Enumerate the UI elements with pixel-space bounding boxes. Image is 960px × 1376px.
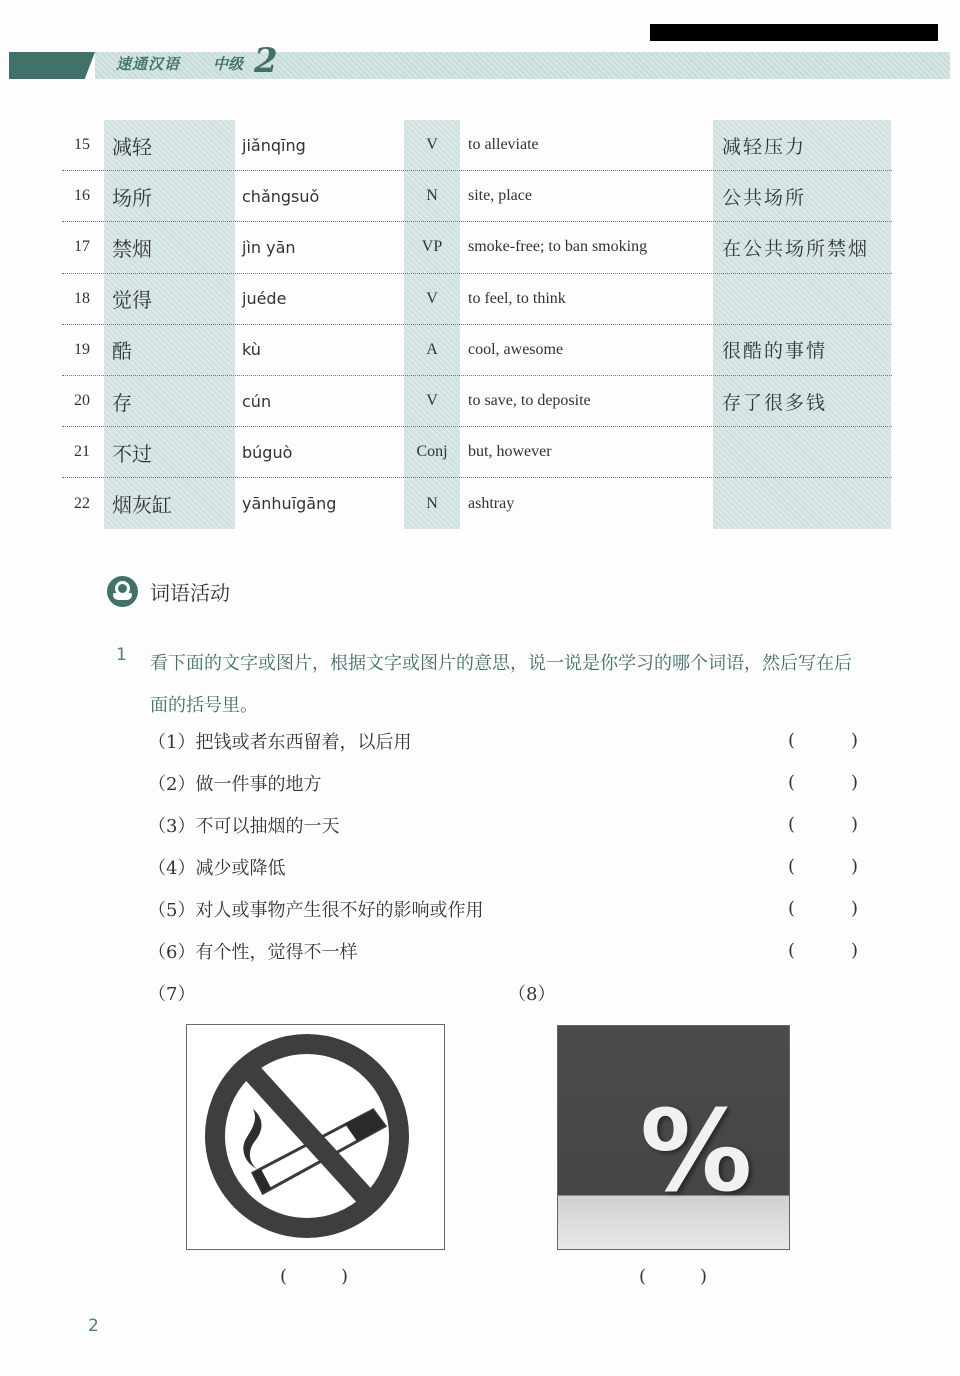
word-pinyin: jiǎnqīng <box>242 135 306 155</box>
word-pos: Conj <box>416 443 448 461</box>
close-paren: ) <box>850 730 858 751</box>
word-english: smoke-free; to ban smoking <box>468 238 648 256</box>
open-paren: ( <box>788 814 796 835</box>
exercise-item-8: （8） <box>508 984 556 1005</box>
word-english: to feel, to think <box>468 289 566 307</box>
word-pinyin: chǎngsuǒ <box>242 186 320 206</box>
word-number: 20 <box>74 392 90 410</box>
word-pinyin: cún <box>242 391 272 411</box>
exercise-instruction: 看下面的文字或图片，根据文字或图片的意思，说一说是你学习的哪个词语，然后写在后面的括号里。 <box>150 653 852 716</box>
answer-blank-3[interactable] <box>788 814 858 835</box>
word-hanzi: 禁烟 <box>112 236 152 261</box>
person-icon-head <box>115 581 130 596</box>
table-row <box>62 376 892 427</box>
exercise-item-6: （6）有个性，觉得不一样 <box>148 942 358 963</box>
word-example: 存了很多钱 <box>722 391 828 414</box>
word-hanzi: 减轻 <box>112 134 152 159</box>
word-pos: V <box>426 289 438 307</box>
word-example: 很酷的事情 <box>722 340 828 363</box>
header-band-dark <box>9 52 95 79</box>
word-pinyin: búguò <box>242 442 293 462</box>
word-english: cool, awesome <box>468 340 564 358</box>
word-english: but, however <box>468 443 552 461</box>
open-paren: ( <box>639 1266 647 1287</box>
word-hanzi: 烟灰缸 <box>112 493 172 518</box>
answer-blank-4[interactable] <box>788 856 858 877</box>
word-number: 21 <box>74 443 90 461</box>
word-hanzi: 觉得 <box>112 288 152 313</box>
open-paren: ( <box>788 898 796 919</box>
close-paren: ) <box>850 940 858 961</box>
word-number: 17 <box>74 238 90 256</box>
close-paren: ) <box>340 1266 348 1287</box>
exercise-item-7: （7） <box>148 984 196 1005</box>
word-hanzi: 不过 <box>112 441 152 466</box>
percent-icon: % <box>640 1087 753 1217</box>
close-paren: ) <box>699 1266 707 1287</box>
answer-blank-2[interactable] <box>788 772 858 793</box>
word-english: site, place <box>468 187 532 205</box>
close-paren: ) <box>850 772 858 793</box>
word-hanzi: 场所 <box>112 185 152 210</box>
table-row <box>62 325 892 376</box>
open-paren: ( <box>788 940 796 961</box>
word-pos: VP <box>421 238 443 256</box>
table-row <box>62 120 892 171</box>
word-english: to save, to deposite <box>468 392 591 410</box>
table-row <box>62 222 892 273</box>
close-paren: ) <box>850 856 858 877</box>
exercise-number: 1 <box>116 645 127 665</box>
vocab-table <box>62 120 892 530</box>
open-paren: ( <box>788 772 796 793</box>
word-pos: V <box>426 392 438 410</box>
word-hanzi: 存 <box>112 390 132 415</box>
book-title: 速通汉语 <box>116 55 181 73</box>
answer-blank-8[interactable] <box>639 1266 707 1287</box>
word-number: 19 <box>74 340 90 358</box>
answer-blank-1[interactable] <box>788 730 858 751</box>
exercise-item-4: （4）减少或降低 <box>148 858 286 879</box>
book-volume: 2 <box>254 41 278 81</box>
word-number: 15 <box>74 136 90 154</box>
word-pos: N <box>426 494 438 512</box>
word-pinyin: yānhuīgāng <box>242 494 337 514</box>
exercise-item-2: （2）做一件事的地方 <box>148 774 322 795</box>
table-row <box>62 427 892 478</box>
word-pos: V <box>426 136 438 154</box>
word-hanzi: 酷 <box>112 339 132 364</box>
word-number: 18 <box>74 289 90 307</box>
answer-blank-5[interactable] <box>788 898 858 919</box>
word-pos: A <box>426 340 438 358</box>
table-row <box>62 171 892 222</box>
word-example: 在公共场所禁烟 <box>722 237 870 260</box>
close-paren: ) <box>850 814 858 835</box>
word-english: ashtray <box>468 494 515 512</box>
open-paren: ( <box>280 1266 288 1287</box>
redaction-bar <box>650 24 938 41</box>
word-pos: N <box>426 187 438 205</box>
answer-blank-7[interactable] <box>280 1266 348 1287</box>
section-title: 词语活动 <box>150 581 230 605</box>
person-icon <box>107 576 138 607</box>
word-example: 减轻压力 <box>722 135 807 158</box>
close-paren: ) <box>850 898 858 919</box>
percent-sign-photo <box>557 1025 790 1250</box>
word-pinyin: jìn yān <box>242 237 296 257</box>
exercise-item-3: （3）不可以抽烟的一天 <box>148 816 340 837</box>
word-pinyin: kù <box>242 340 261 360</box>
word-number: 22 <box>74 494 90 512</box>
word-example: 公共场所 <box>722 186 807 209</box>
word-english: to alleviate <box>468 136 539 154</box>
table-row <box>62 478 892 529</box>
exercise-item-5: （5）对人或事物产生很不好的影响或作用 <box>148 900 484 921</box>
exercise-item-1: （1）把钱或者东西留着，以后用 <box>148 732 412 753</box>
open-paren: ( <box>788 856 796 877</box>
answer-blank-6[interactable] <box>788 940 858 961</box>
no-smoking-icon <box>187 1025 444 1249</box>
open-paren: ( <box>788 730 796 751</box>
no-smoking-sign <box>186 1024 445 1250</box>
word-pinyin: juéde <box>242 289 287 309</box>
table-row <box>62 274 892 325</box>
book-level: 中级 <box>213 55 244 73</box>
page-number: 2 <box>88 1316 99 1336</box>
word-number: 16 <box>74 187 90 205</box>
